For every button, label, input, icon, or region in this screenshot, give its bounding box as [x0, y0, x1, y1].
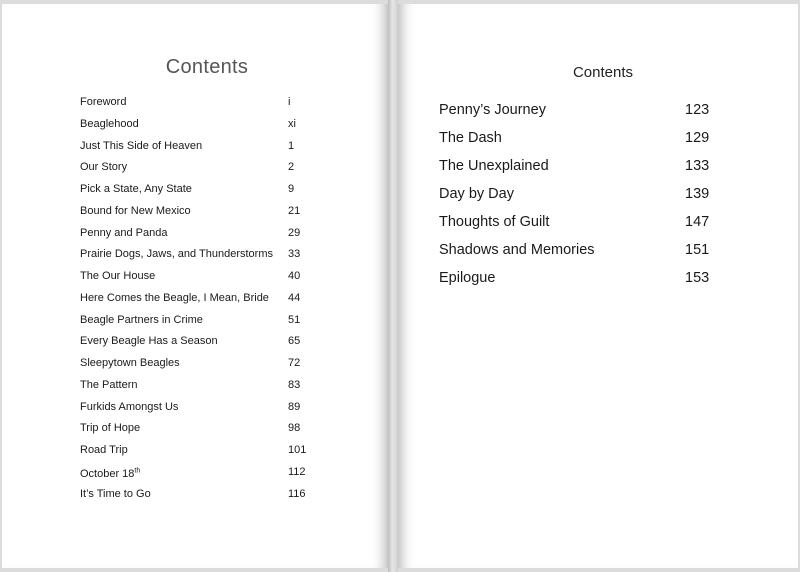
toc-entry-page-number: 147	[685, 214, 710, 230]
toc-entry-page-number: 51	[288, 313, 301, 326]
toc-entry-title-text: The Our House	[80, 270, 156, 282]
toc-entry-title	[80, 183, 192, 195]
toc-entry	[80, 159, 320, 181]
book-gutter	[388, 0, 398, 572]
toc-entry-title-text: Our Story	[80, 161, 128, 174]
toc-entry-page-number: 9	[288, 183, 295, 195]
toc-entry	[80, 399, 320, 421]
toc-entry-title-text: October 18	[80, 468, 135, 481]
toc-entry-title	[439, 270, 495, 286]
toc-entry-title	[439, 102, 546, 118]
toc-entry	[439, 239, 719, 267]
page-title: Contents	[165, 56, 249, 78]
toc-entry-page-number: 65	[288, 335, 301, 348]
toc-entry-page-number: 151	[685, 242, 710, 258]
toc-entry	[439, 183, 719, 211]
toc-entry	[80, 246, 320, 268]
toc-entry-page-number: 101	[288, 444, 307, 456]
toc-entry-page-number: 83	[288, 378, 301, 391]
toc-entry-title-text: Every Beagle Has a Season	[80, 335, 218, 348]
table-of-contents	[439, 99, 719, 295]
toc-entry-page-number: 153	[685, 270, 710, 286]
toc-entry	[439, 99, 719, 127]
toc-entry-title	[80, 96, 126, 108]
toc-entry-title	[80, 227, 167, 239]
right-page	[398, 4, 798, 568]
toc-entry-title-superscript: th	[134, 467, 141, 475]
toc-entry-title-text: The Dash	[439, 130, 502, 146]
toc-entry	[80, 333, 320, 355]
toc-entry-title	[80, 314, 203, 326]
toc-entry-title-text: Day by Day	[439, 186, 514, 202]
toc-entry-title	[80, 444, 128, 456]
toc-entry-title	[80, 140, 202, 152]
toc-entry-title	[80, 468, 140, 480]
toc-entry	[439, 155, 719, 183]
toc-entry-title-text: Sleepytown Beagles	[80, 357, 180, 369]
page-title: Contents	[572, 64, 634, 81]
toc-entry-title	[80, 292, 269, 304]
toc-entry-title	[80, 118, 139, 130]
table-of-contents	[80, 94, 320, 507]
toc-entry-title	[439, 158, 549, 174]
toc-entry-title	[80, 488, 151, 500]
toc-entry-title-text: Beagle Partners in Crime	[80, 313, 203, 326]
toc-entry-title-text: Beaglehood	[80, 117, 139, 130]
toc-entry	[80, 420, 320, 442]
toc-entry-title	[80, 335, 218, 347]
toc-entry-page-number: 123	[685, 102, 710, 118]
toc-entry-page-number: 29	[288, 226, 301, 239]
toc-entry-title	[80, 248, 273, 260]
toc-entry	[80, 225, 320, 247]
left-page	[2, 4, 388, 568]
toc-entry-page-number: 2	[288, 161, 295, 174]
toc-entry-page-number: 72	[288, 357, 301, 369]
toc-entry	[80, 290, 320, 312]
toc-entry-title-text: Here Comes the Beagle, I Mean, Bride	[80, 291, 269, 304]
toc-entry	[80, 138, 320, 160]
toc-entry	[80, 355, 320, 377]
toc-entry-title	[80, 205, 191, 217]
toc-entry-title	[439, 242, 595, 258]
toc-entry	[80, 116, 320, 138]
toc-entry-title	[80, 357, 180, 369]
toc-entry-title	[80, 422, 140, 434]
toc-entry-title	[80, 401, 178, 413]
toc-entry	[80, 486, 320, 508]
toc-entry-title-text: Just This Side of Heaven	[80, 139, 203, 152]
toc-entry	[80, 203, 320, 225]
toc-entry-page-number: xi	[288, 117, 296, 130]
toc-entry	[80, 312, 320, 334]
toc-entry-page-number: 40	[288, 270, 301, 282]
toc-entry-title-text: Trip of Hope	[80, 422, 141, 435]
toc-entry-title-text: Thoughts of Guilt	[439, 214, 550, 230]
toc-entry-page-number: 33	[288, 248, 301, 261]
toc-entry-page-number: 98	[288, 422, 301, 435]
toc-entry-page-number: 21	[288, 204, 301, 217]
toc-entry-page-number: 133	[685, 158, 710, 174]
toc-entry	[80, 464, 320, 486]
toc-entry-page-number: 112	[288, 465, 306, 478]
toc-entry-title-text: Pick a State, Any State	[80, 183, 192, 195]
toc-entry	[80, 268, 320, 290]
toc-entry-title-text: Prairie Dogs, Jaws, and Thunderstorms	[80, 248, 273, 261]
toc-entry-page-number: 139	[685, 186, 710, 202]
toc-entry-page-number: 1	[288, 139, 295, 152]
toc-entry-title	[439, 214, 549, 230]
toc-entry-title	[80, 270, 155, 282]
toc-entry	[439, 211, 719, 239]
toc-entry-page-number: 89	[288, 400, 301, 413]
toc-entry	[80, 181, 320, 203]
toc-entry-page-number: i	[288, 96, 291, 108]
toc-entry-title	[439, 130, 502, 146]
toc-entry	[439, 127, 719, 155]
toc-entry	[80, 442, 320, 464]
toc-entry-title-text: Road Trip	[80, 444, 128, 456]
toc-entry-title-text: The Unexplained	[439, 158, 549, 174]
toc-entry-title-text: Epilogue	[439, 270, 496, 286]
toc-entry-title-text: It’s Time to Go	[80, 487, 151, 500]
toc-entry-title-text: Penny’s Journey	[439, 102, 546, 118]
toc-entry	[439, 267, 719, 295]
toc-entry	[80, 94, 320, 116]
toc-entry-title-text: Penny and Panda	[80, 226, 168, 239]
toc-entry-title-text: Shadows and Memories	[439, 242, 595, 258]
toc-entry-title-text: Bound for New Mexico	[80, 204, 191, 217]
toc-entry-title-text: Furkids Amongst Us	[80, 400, 179, 413]
toc-entry-title	[439, 186, 514, 202]
toc-entry-title	[80, 161, 127, 173]
toc-entry	[80, 377, 320, 399]
toc-entry-page-number: 129	[685, 130, 710, 146]
toc-entry-page-number: 44	[288, 291, 301, 304]
toc-entry-title-text: Foreword	[80, 96, 127, 108]
toc-entry-title	[80, 379, 137, 391]
toc-entry-page-number: 116	[288, 487, 306, 500]
toc-entry-title-text: The Pattern	[80, 378, 138, 391]
